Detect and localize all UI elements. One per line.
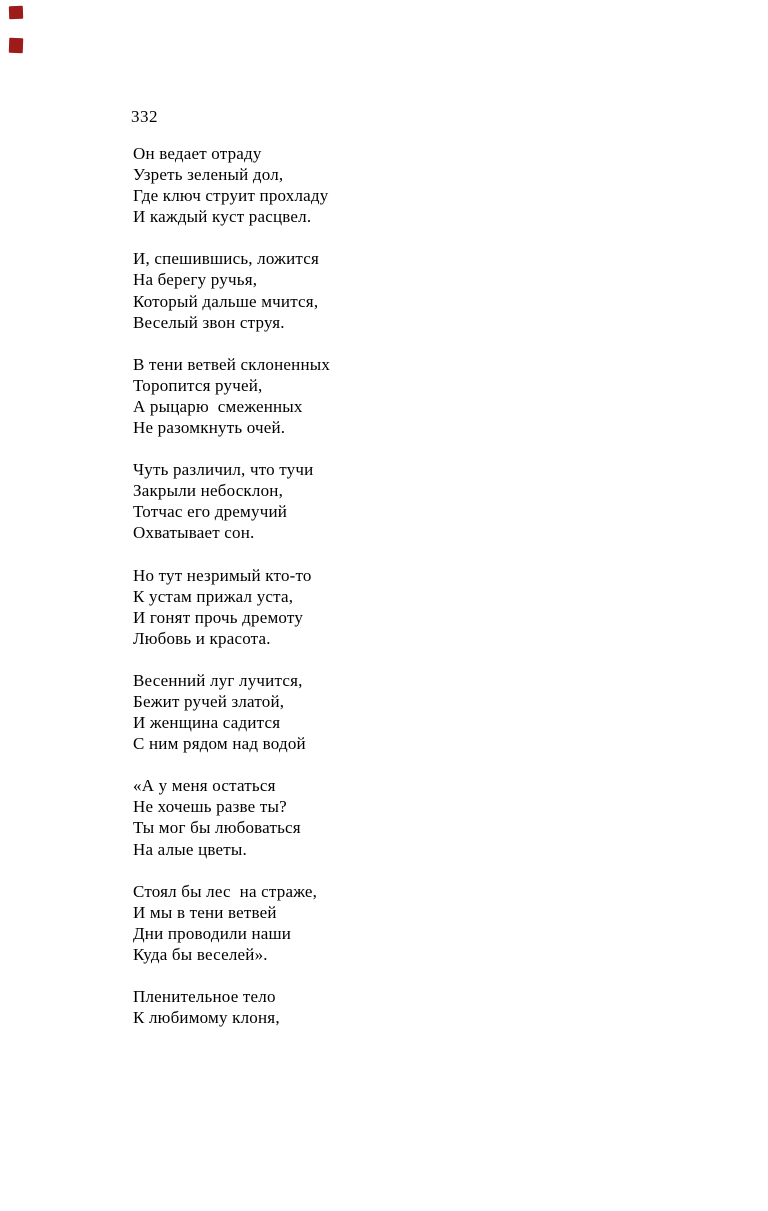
stanza	[133, 354, 330, 438]
stanza	[133, 459, 330, 543]
poem-line: Любовь и красота.	[133, 628, 271, 648]
poem-line: Не разомкнуть очей.	[133, 418, 286, 438]
stanza	[133, 986, 330, 1028]
poem-line: Узреть зеленый дол,	[133, 165, 284, 185]
stanza	[133, 881, 330, 965]
poem-line: Тотчас его дремучий	[133, 502, 288, 522]
poem-line: Веселый звон струя.	[133, 312, 285, 332]
poem-line: Пленительное тело	[133, 987, 276, 1006]
poem-line: И мы в тени ветвей	[133, 902, 277, 922]
stanza	[133, 248, 330, 332]
poem-line: Торопится ручей,	[133, 375, 263, 395]
poem-line: И каждый куст расцвел.	[133, 207, 312, 227]
poem-line: Стоял бы лес на страже,	[133, 881, 318, 901]
poem-line: В тени ветвей склоненных	[133, 354, 331, 374]
poem-line: Чуть различил, что тучи	[133, 460, 314, 480]
stanza	[133, 775, 330, 859]
poem-line: Бежит ручей златой,	[133, 691, 285, 711]
poem-line: К устам прижал уста,	[133, 586, 294, 606]
poem-line: Куда бы веселей».	[133, 944, 268, 964]
poem-line: И женщина садится	[133, 713, 281, 733]
poem-line: Закрыли небосклон,	[133, 481, 284, 501]
poem-line: Где ключ струит прохладу	[133, 186, 329, 206]
page-number: 332	[131, 107, 158, 126]
poem-text-block	[133, 143, 330, 1028]
poem-line: Весенний луг лучится,	[133, 670, 303, 690]
poem-line: На алые цветы.	[133, 839, 247, 859]
red-stamp-mark-top	[9, 6, 23, 19]
poem-line: Ты мог бы любоваться	[133, 818, 301, 838]
poem-line: Охватывает сон.	[133, 523, 255, 543]
stanza	[133, 143, 330, 227]
poem-line: На берегу ручья,	[133, 270, 258, 290]
stanza	[133, 670, 330, 754]
poem-line: Который дальше мчится,	[133, 291, 319, 311]
poem-line: С ним рядом над водой	[133, 734, 306, 754]
poem-line: А рыцарю смеженных	[133, 396, 303, 416]
poem-line: Он ведает отраду	[133, 144, 262, 163]
poem-line: И гонят прочь дремоту	[133, 607, 304, 627]
poem-line: К любимому клоня,	[133, 1008, 280, 1028]
red-stamp-mark-bottom	[9, 38, 24, 53]
stanza	[133, 565, 330, 649]
poem-line: «А у меня остаться	[133, 776, 276, 796]
poem-line: Дни проводили наши	[133, 923, 292, 943]
poem-line: Не хочешь разве ты?	[133, 797, 287, 817]
poem-line: И, спешившись, ложится	[133, 249, 319, 269]
poem-line: Но тут незримый кто-то	[133, 565, 312, 585]
